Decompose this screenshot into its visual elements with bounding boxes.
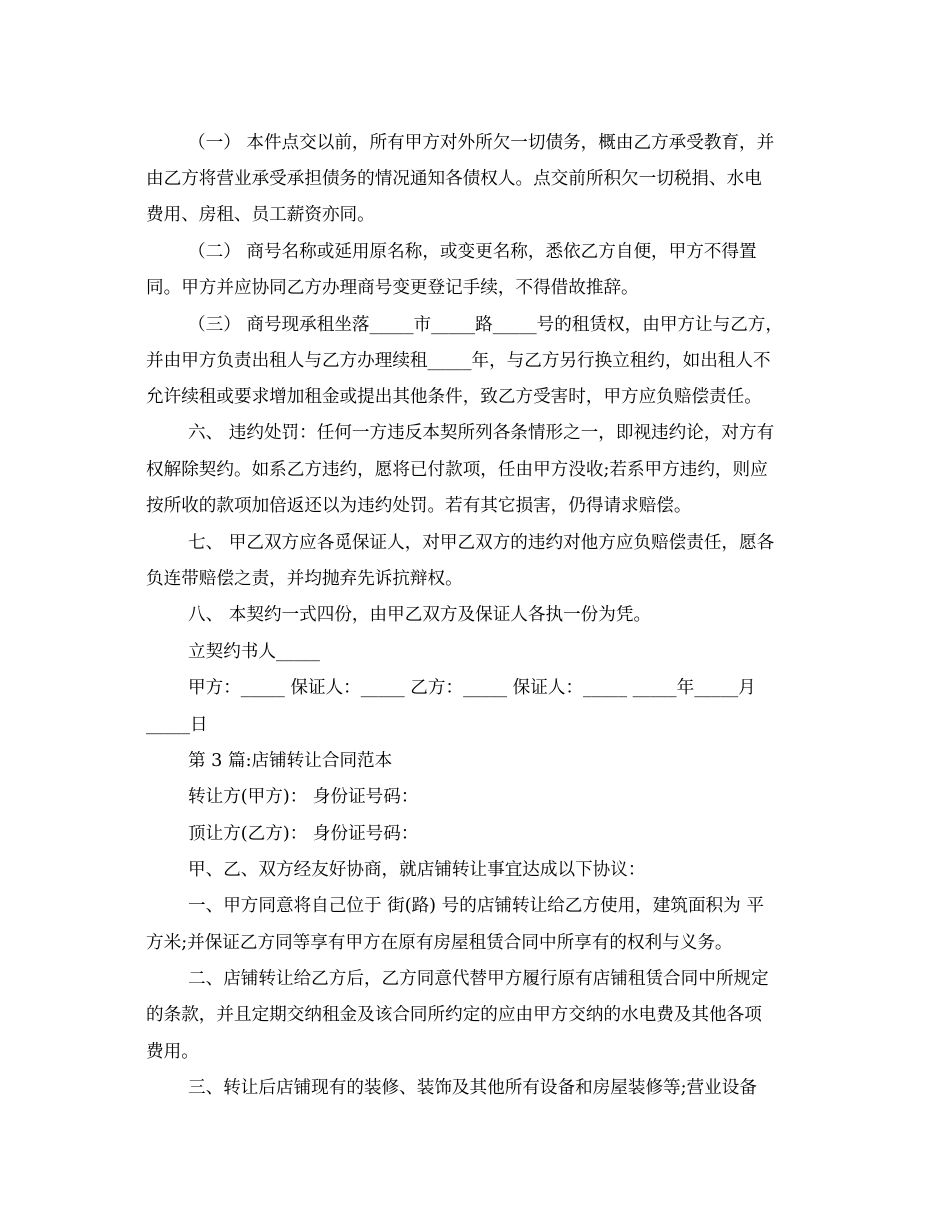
transferee-line: 顶让方(乙方)： 身份证号码： xyxy=(188,824,419,844)
signatory-line: 立契约书人_____ xyxy=(188,642,320,662)
paragraph-line: 负连带赔偿之责，并均抛弃先诉抗辩权。 xyxy=(146,569,463,589)
paragraph-line: 方米;并保证乙方同等享有甲方在原有房屋租赁合同中所享有的权利与义务。 xyxy=(146,933,733,953)
paragraph-line: 同。甲方并应协同乙方办理商号变更登记手续，不得借故推辞。 xyxy=(146,278,639,298)
date-line: _____日 xyxy=(146,715,208,735)
paragraph-line: （一） 本件点交以前，所有甲方对外所欠一切债务，概由乙方承受教育，并 xyxy=(188,133,775,153)
paragraph-line: 允许续租或要求增加租金或提出其他条件，致乙方受害时，甲方应负赔偿责任。 xyxy=(146,387,762,407)
paragraph-line: 费用、房租、员工薪资亦同。 xyxy=(146,205,375,225)
transferor-line: 转让方(甲方)： 身份证号码： xyxy=(188,787,419,807)
paragraph-line: 的条款，并且定期交纳租金及该合同所约定的应由甲方交纳的水电费及其他各项 xyxy=(146,1005,762,1025)
section-heading: 第 3 篇:店铺转让合同范本 xyxy=(188,751,393,771)
signature-fields-line: 甲方：_____ 保证人：_____ 乙方：_____ 保证人：_____ _____年_____月 xyxy=(188,678,756,698)
paragraph-line: 权解除契约。如系乙方违约，愿将已付款项，任由甲方没收;若系甲方违约，则应 xyxy=(146,460,768,480)
paragraph-line: 由乙方将营业承受承担债务的情况通知各债权人。点交前所积欠一切税捐、水电 xyxy=(146,169,762,189)
paragraph-line: 并由甲方负责出租人与乙方办理续租_____年，与乙方另行换立租约，如出租人不 xyxy=(146,351,771,371)
paragraph-line: 二、店铺转让给乙方后，乙方同意代替甲方履行原有店铺租赁合同中所规定 xyxy=(188,969,769,989)
paragraph-line: 费用。 xyxy=(146,1042,199,1062)
paragraph-line: 六、 违约处罚：任何一方违反本契所列各条情形之一，即视违约论，对方有 xyxy=(188,423,775,443)
paragraph-line: （二） 商号名称或延用原名称，或变更名称，悉依乙方自便，甲方不得置 xyxy=(188,242,757,262)
paragraph-line: （三） 商号现承租坐落_____市_____路_____号的租赁权，由甲方让与乙方， xyxy=(188,315,783,335)
paragraph-line: 一、甲方同意将自己位于 街(路) 号的店铺转让给乙方使用，建筑面积为 平 xyxy=(188,896,764,916)
paragraph-line: 七、 甲乙双方应各觅保证人，对甲乙双方的违约对他方应负赔偿责任，愿各 xyxy=(188,533,775,553)
paragraph-line: 三、转让后店铺现有的装修、装饰及其他所有设备和房屋装修等;营业设备 xyxy=(188,1078,757,1098)
paragraph-line: 按所收的款项加倍返还以为违约处罚。若有其它损害，仍得请求赔偿。 xyxy=(146,496,692,516)
paragraph-line: 八、 本契约一式四份，由甲乙双方及保证人各执一份为凭。 xyxy=(188,605,652,625)
paragraph-line: 甲、乙、双方经友好协商，就店铺转让事宜达成以下协议： xyxy=(188,860,646,880)
